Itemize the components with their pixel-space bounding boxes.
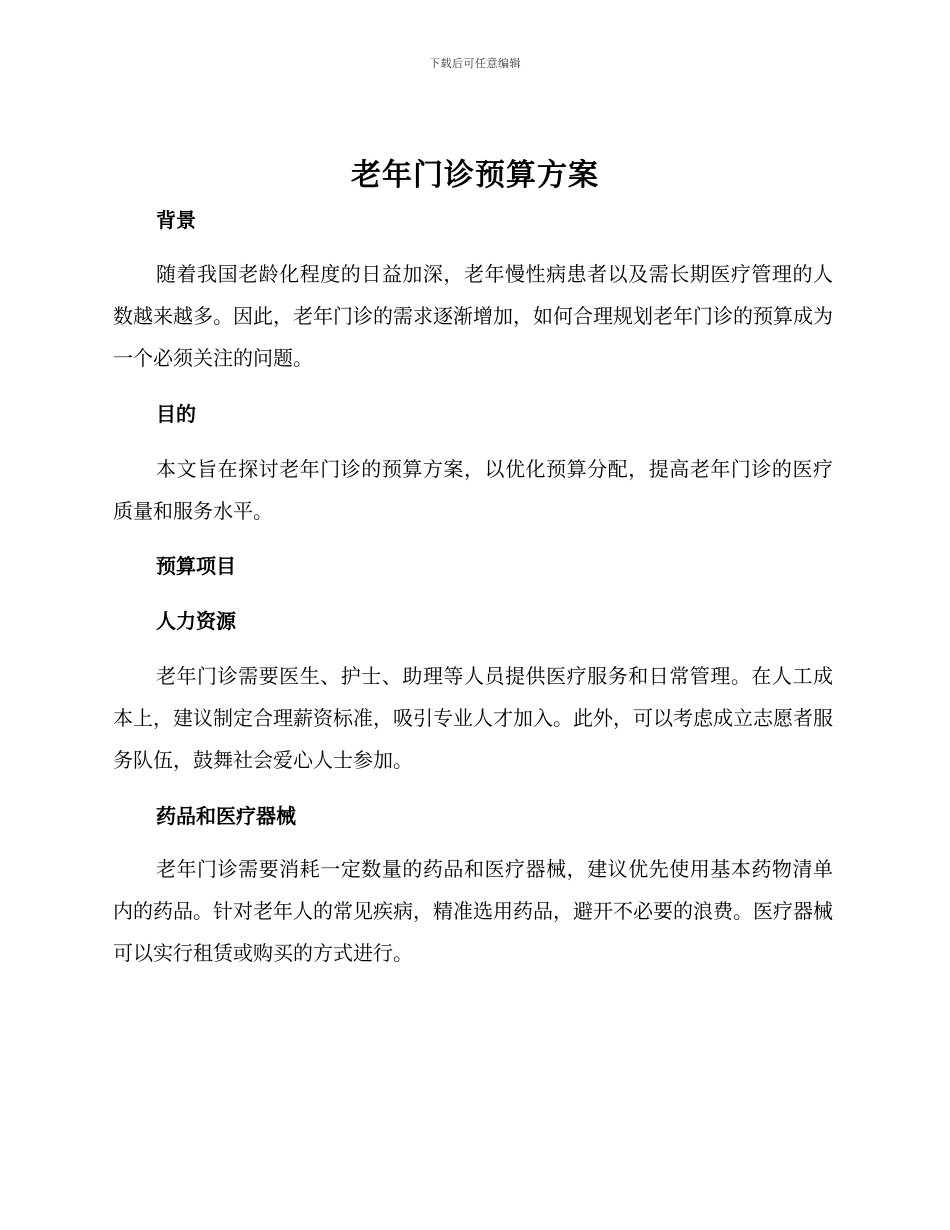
section-paragraph-purpose: 本文旨在探讨老年门诊的预算方案，以优化预算分配，提高老年门诊的医疗质量和服务水平。: [113, 457, 833, 523]
section-paragraph-drugs-equipment: 老年门诊需要消耗一定数量的药品和医疗器械，建议优先使用基本药物清单内的药品。针对老年人的常见疾病，精准选用药品，避开不必要的浪费。医疗器械可以实行租赁或购买的方式进行。: [113, 857, 833, 965]
header-note: 下载后可任意编辑: [429, 57, 521, 70]
document-title: 老年门诊预算方案: [351, 158, 599, 193]
section-heading-human-resources: 人力资源: [156, 609, 236, 633]
section-heading-budget-items: 预算项目: [156, 554, 236, 578]
section-heading-drugs-equipment: 药品和医疗器械: [156, 804, 296, 828]
section-heading-background: 背景: [156, 208, 196, 232]
section-paragraph-background: 随着我国老龄化程度的日益加深，老年慢性病患者以及需长期医疗管理的人数越来越多。因此，老年门诊的需求逐渐增加，如何合理规划老年门诊的预算成为一个必须关注的问题。: [113, 262, 833, 370]
section-heading-purpose: 目的: [156, 402, 196, 426]
section-paragraph-human-resources: 老年门诊需要医生、护士、助理等人员提供医疗服务和日常管理。在人工成本上，建议制定合理薪资标准，吸引专业人才加入。此外，可以考虑成立志愿者服务队伍，鼓舞社会爱心人士参加。: [113, 664, 833, 772]
